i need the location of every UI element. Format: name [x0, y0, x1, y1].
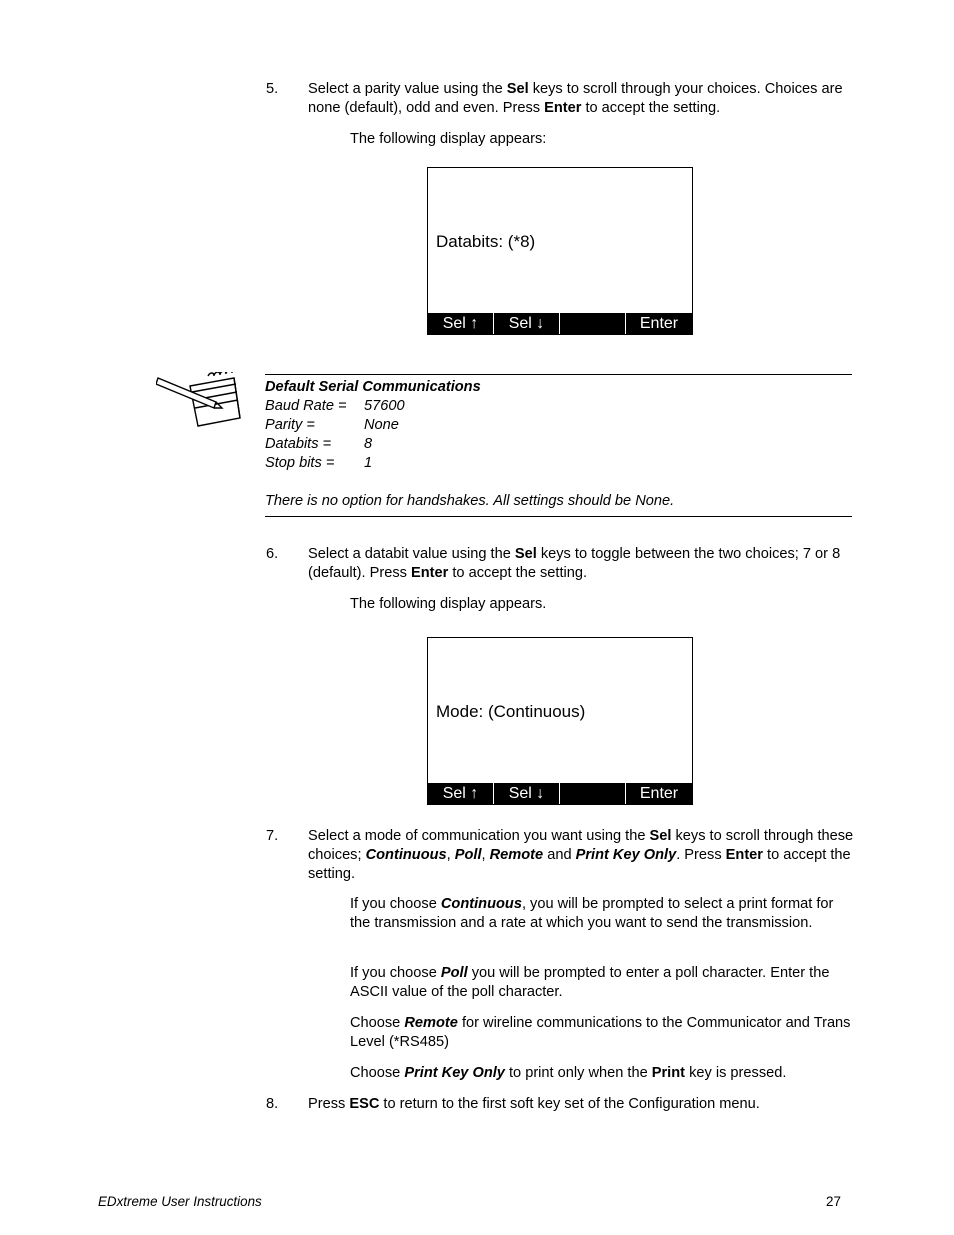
- step-5-number: 5.: [266, 81, 279, 97]
- note-row: Parity = None: [265, 417, 399, 433]
- step-5-text: Select a parity value using the Sel keys to scroll through your choices. Choices are none (default), odd and even. Press Enter to accept the setting.: [308, 81, 843, 116]
- step-8-number: 8.: [266, 1096, 279, 1112]
- note-bottom-rule: [265, 516, 852, 517]
- display-text: Mode: (Continuous): [436, 702, 586, 721]
- footer-title: EDxtreme User Instructions: [98, 1194, 262, 1209]
- softkey-bar: [428, 783, 692, 804]
- lcd-display-databits: [427, 167, 693, 335]
- note-footer: There is no option for handshakes. All settings should be None.: [265, 493, 675, 509]
- softkey-sel-down[interactable]: Sel ↓: [494, 313, 560, 334]
- step-6-number: 6.: [266, 546, 279, 562]
- softkey-blank[interactable]: [560, 313, 626, 334]
- lcd-display-mode: [427, 637, 693, 805]
- notepad-pencil-icon: [156, 372, 246, 430]
- softkey-enter[interactable]: Enter: [639, 785, 679, 802]
- softkey-sel-up[interactable]: Sel ↑: [428, 783, 494, 804]
- note-row: Stop bits = 1: [265, 455, 373, 471]
- softkey-blank[interactable]: [560, 783, 626, 804]
- display-text: Databits: (*8): [436, 232, 536, 251]
- step-5-following: The following display appears:: [350, 131, 547, 147]
- step-6-following: The following display appears.: [350, 596, 547, 612]
- note-top-rule: [265, 374, 852, 375]
- step-8-text: Press ESC to return to the first soft key set of the Configuration menu.: [308, 1096, 760, 1112]
- step-7-number: 7.: [266, 828, 279, 844]
- page-number: 27: [826, 1194, 841, 1209]
- note-row: Databits = 8: [265, 436, 373, 452]
- step-7-text: Select a mode of communication you want using the Sel keys to scroll through these choices; Continuous, Poll, Remote and Print Key Only. Press Enter to accept the setting.: [308, 828, 854, 882]
- softkey-enter[interactable]: Enter: [639, 315, 679, 332]
- note-title: Default Serial Communications: [265, 379, 481, 395]
- note-block: [265, 378, 852, 511]
- remote-paragraph: Choose Remote for wireline communications to the Communicator and Trans Level (*RS485): [350, 1015, 851, 1050]
- poll-paragraph: If you choose Poll you will be prompted to enter a poll character. Enter the ASCII value of the poll character.: [350, 965, 830, 1000]
- note-row: Baud Rate = 57600: [265, 398, 405, 414]
- softkey-sel-down[interactable]: Sel ↓: [494, 783, 560, 804]
- continuous-paragraph: If you choose Continuous, you will be prompted to select a print format for the transmission and a rate at which you want to send the transmission.: [350, 896, 834, 931]
- print-key-only-paragraph: Choose Print Key Only to print only when the Print key is pressed.: [350, 1065, 787, 1081]
- step-6-text: Select a databit value using the Sel keys to toggle between the two choices; 7 or 8 (default). Press Enter to accept the setting.: [308, 546, 841, 581]
- softkey-bar: [428, 313, 692, 334]
- softkey-sel-up[interactable]: Sel ↑: [428, 313, 494, 334]
